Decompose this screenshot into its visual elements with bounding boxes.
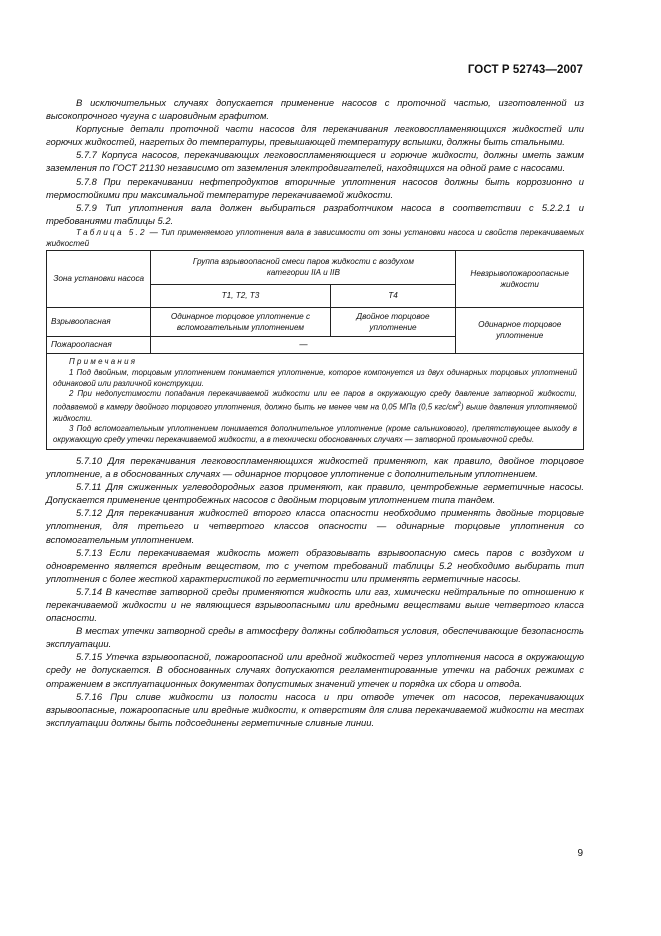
page-content	[46, 96, 584, 729]
paragraph: В местах утечки затворной среды в атмосферу должны соблюдаться условия, обеспечивающие безопасность эксплуатации.	[46, 625, 584, 650]
note-2-text: 2 При недопустимости попадания перекачиваемой жидкости или ее паров в окружающую среду давление затворной жидкости, подаваемой в камеру двойного торцового уплотнения, должно быть не менее чем на 0,05 МПа (0,5 кгс/см	[53, 389, 577, 412]
paragraph-5-7-10: 5.7.10 Для перекачивания легковоспламеняющихся жидкостей применяют, как правило, двойное торцовое уплотнение, а в обоснованных случаях — одинарное торцовое уплотнение с дополнительным уплотнением.	[46, 454, 584, 480]
cell-explosive-t4: Двойное торцовое уплотнение	[330, 307, 456, 336]
document-standard-header: ГОСТ Р 52743—2007	[467, 64, 583, 76]
cell-explosive-t1-t3: Одинарное торцовое уплотнение с вспомогательным уплотнением	[151, 307, 330, 336]
note-2-superscript: 2	[457, 402, 461, 409]
note-1: 1 Под двойным, торцовым уплотнением понимается уплотнение, которое компонуется из двух одинарных торцовых уплотнений одинаковой или различной конструкции.	[53, 367, 577, 388]
paragraph-5-7-8: 5.7.8 При перекачивании нефтепродуктов вторичные уплотнения насосов должны быть коррозионно и термостойкими при максимальной температуре перекачиваемой жидкости.	[46, 175, 584, 200]
cell-fire-hazard-dash: —	[151, 336, 456, 353]
paragraph: Корпусные детали проточной части насосов для перекачивания легковоспламеняющихся жидкостей или горючих жидкостей, нагретых до температуры, превышающей температуру вспышки, должны быть стальными.	[46, 123, 584, 148]
paragraph-5-7-16: 5.7.16 При сливе жидкости из полости насоса и при отводе утечек от насосов, перекачивающих взрывоопасные, пожароопасные или вредные жидкости, к отверстиям для слива перекачиваемой жидкости на местах эксплуатации должны быть подсоединены герметичные сливные линии.	[46, 690, 584, 728]
note-2-text-end: ) выше давления уплотняемой жидкости.	[53, 402, 577, 423]
table-notes	[47, 353, 584, 449]
seal-type-table	[46, 250, 584, 450]
paragraph-5-7-13: 5.7.13 Если перекачиваемая жидкость может образовывать взрывоопасную смесь паров с воздухом и одновременно является вредным веществом, то с учетом требований таблицы 5.2 необходимо выбирать тип уплотнения с более жесткой характеристикой по герметичности или применять герметичные насосы.	[46, 546, 584, 584]
table-caption-text: — Тип применяемого уплотнения вала в зависимости от зоны установки насоса и свойств перекачиваемых жидкостей	[46, 227, 585, 249]
header-t4: T4	[330, 284, 456, 307]
paragraphs-after-table	[46, 454, 584, 729]
paragraph-5-7-11: 5.7.11 Для сжиженных углеводородных газов применяют, как правило, центробежные герметичные насосы. Допускается применение центробежных насосов с двойным торцовым уплотнением типа тандем.	[46, 481, 584, 506]
header-zone: Зона установки насоса	[47, 250, 151, 307]
table-label: Таблица 5.2	[76, 227, 147, 237]
paragraph: В исключительных случаях допускается применение насосов с проточной частью, изготовленной из высокопрочного чугуна с шаровидным графитом.	[46, 97, 584, 122]
page-number: 9	[577, 848, 583, 859]
paragraph-5-7-12: 5.7.12 Для перекачивания жидкостей второго класса опасности необходимо применять двойные торцовые уплотнения, для третьего и четвертого классов опасности — одинарные торцовые уплотнения со вспомогательным уплотнением.	[46, 507, 584, 545]
paragraph-5-7-14: 5.7.14 В качестве затворной среды применяются жидкость или газ, химически нейтральные по отношению к перекачиваемой жидкости и не являющиеся взрывоопасными или вредными веществами выше четвертого класса опасности.	[46, 585, 584, 624]
note-2	[53, 389, 577, 424]
paragraph-5-7-15: 5.7.15 Утечка взрывоопасной, пожароопасной или вредной жидкостей через уплотнения насоса в окружающую среду не допускается. В обоснованных случаях допускаются регламентированные утечки на рабочих режимах с отражением в эксплуатационных документах допустимых значений утечек и порядка их сбора и отвода.	[46, 651, 584, 689]
cell-nonexplosive-seal: Одинарное торцовое уплотнение	[456, 307, 584, 353]
header-group: Группа взрывоопасной смеси паров жидкости с воздухом категории IIA и IIB	[151, 250, 456, 284]
row-zone-fire-hazard: Пожароопасная	[47, 336, 151, 353]
paragraph-5-7-7: 5.7.7 Корпуса насосов, перекачивающих легковоспламеняющиеся и горючие жидкости, должны иметь зажим заземления по ГОСТ 21130 независимо от заземления электродвигателей, находящихся на одной раме с насосами.	[46, 149, 584, 174]
note-3: 3 Под вспомогательным уплотнением понимается дополнительное уплотнение (кроме сальникового), препятствующее выходу в окружающую среду утечки перекачиваемой жидкости, а в технически обоснованных случаях — затворной промывочной среды.	[53, 424, 577, 445]
paragraph-5-7-9: 5.7.9 Тип уплотнения вала должен выбираться разработчиком насоса в соответствии с 5.2.2.1 и требованиями таблицы 5.2.	[46, 201, 584, 226]
row-zone-explosive: Взрывоопасная	[47, 307, 151, 336]
table-caption	[46, 227, 584, 250]
header-t1-t3: T1, T2, T3	[151, 284, 330, 307]
header-nonexplosive: Невзрывопожароопасные жидкости	[456, 250, 584, 307]
notes-title: Примечания	[69, 356, 138, 366]
